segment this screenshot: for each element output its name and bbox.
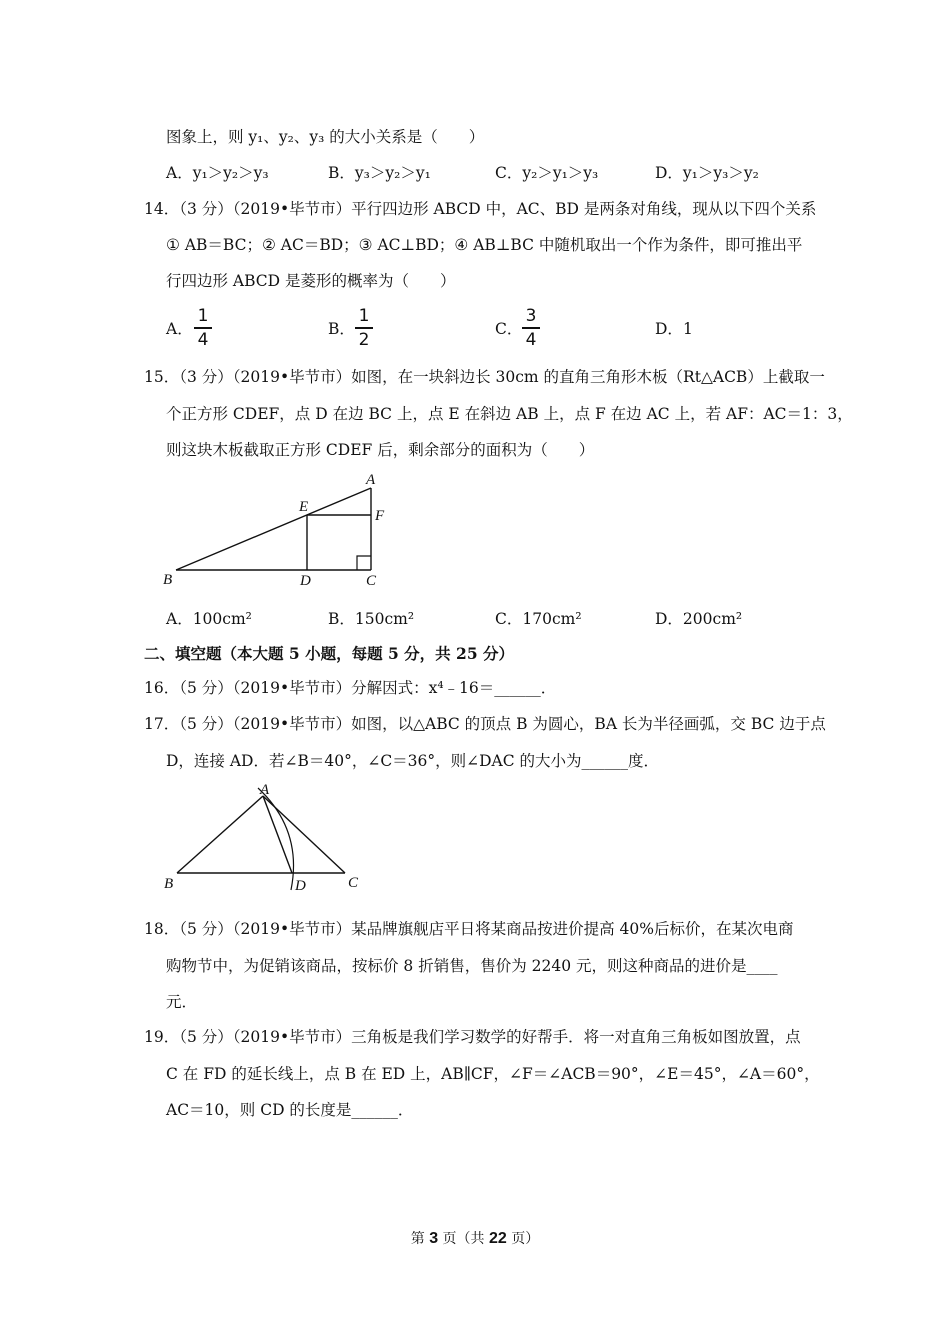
q13-option-c: C．y₂＞y₁＞y₃ (495, 164, 599, 182)
footer-prefix: 第 (410, 1231, 425, 1247)
q17-label-D: D (295, 878, 306, 894)
q14-option-a-label: A． (166, 320, 193, 338)
q15-label-B: B (163, 572, 173, 588)
q15-label-F: F (375, 508, 385, 524)
q17-line-1: 17．（5 分）（2019•毕节市）如图，以△ABC 的顶点 B 为圆心，BA 长为半径画弧，交 BC 边于点 (144, 715, 826, 733)
fraction-denominator: 4 (197, 329, 209, 350)
q16-line: 16．（5 分）（2019•毕节市）分解因式：x⁴﹣16＝______． (144, 679, 557, 697)
q15-option-a: A．100cm² (166, 610, 252, 628)
q14-line-3: 行四边形 ABCD 是菱形的概率为（ ） (166, 272, 456, 290)
q14-line-2: ① AB＝BC；② AC＝BD；③ AC⊥BD；④ AB⊥BC 中随机取出一个作为条件，即可推出平 (166, 236, 803, 254)
q14-option-b-label: B． (328, 320, 355, 338)
q18-line-2: 购物节中，为促销该商品，按标价 8 折销售，售价为 2240 元，则这种商品的进价是____ (166, 957, 778, 975)
q17-line-BA (177, 796, 263, 873)
q15-line-2: 个正方形 CDEF，点 D 在边 BC 上，点 E 在斜边 AB 上，点 F 在边 AC 上，若 AF：AC＝1：3， (166, 405, 853, 423)
fraction-numerator: 3 (525, 306, 537, 326)
q13-option-a: A．y₁＞y₂＞y₃ (166, 164, 269, 182)
q15-option-d: D．200cm² (655, 610, 743, 628)
q13-option-d: D．y₁＞y₃＞y₂ (655, 164, 759, 182)
q15-line-3: 则这块木板截取正方形 CDEF 后，剩余部分的面积为（ ） (166, 441, 595, 459)
q19-line-1: 19．（5 分）（2019•毕节市）三角板是我们学习数学的好帮手．将一对直角三角板如图放置，点 (144, 1028, 801, 1046)
q13-option-b: B．y₃＞y₂＞y₁ (328, 164, 431, 182)
q14-option-d-value: 1 (683, 320, 693, 338)
q19-line-2: C 在 FD 的延长线上，点 B 在 ED 上，AB∥CF，∠F＝∠ACB＝90°，∠E＝45°，∠A＝60°， (166, 1065, 820, 1083)
q15-line-1: 15．（3 分）（2019•毕节市）如图，在一块斜边长 30cm 的直角三角形木板（Rt△ACB）上截取一 (144, 368, 825, 386)
q14-line-1: 14．（3 分）（2019•毕节市）平行四边形 ABCD 中，AC、BD 是两条对角线，现从以下四个关系 (144, 200, 817, 218)
q15-label-C: C (366, 573, 377, 589)
q15-label-A: A (366, 472, 376, 488)
q14-option-d-label: D． (655, 320, 683, 338)
q15-option-b: B．150cm² (328, 610, 415, 628)
fraction-denominator: 2 (358, 329, 370, 350)
footer-suffix: 页） (511, 1231, 540, 1247)
section-2-heading: 二、填空题（本大题 5 小题，每题 5 分，共 25 分） (144, 644, 515, 663)
q17-line-2: D，连接 AD．若∠B＝40°，∠C＝36°，则∠DAC 的大小为______度． (166, 752, 660, 770)
q15-label-E: E (299, 499, 309, 515)
q14-option-c-label: C． (495, 320, 523, 338)
page-footer (0, 1228, 950, 1248)
fraction-denominator: 4 (525, 329, 537, 350)
q17-label-B: B (164, 876, 174, 892)
footer-total-pages: 22 (489, 1230, 507, 1247)
q17-line-AD (263, 796, 292, 873)
q17-arc (258, 788, 294, 890)
q17-label-A: A (260, 782, 270, 798)
q13-continuation: 图象上，则 y₁、y₂、y₃ 的大小关系是（ ） (166, 128, 485, 146)
fraction-numerator: 1 (197, 306, 209, 326)
footer-middle: 页（共 (442, 1231, 485, 1247)
q19-line-3: AC＝10，则 CD 的长度是______． (166, 1101, 414, 1119)
q18-line-1: 18．（5 分）（2019•毕节市）某品牌旗舰店平日将某商品按进价提高 40%后标价，在某次电商 (144, 920, 794, 938)
q18-line-3: 元． (166, 993, 198, 1011)
q17-label-C: C (348, 875, 359, 891)
footer-page-number: 3 (429, 1230, 439, 1247)
fraction-numerator: 1 (358, 306, 370, 326)
q15-option-c: C．170cm² (495, 610, 582, 628)
q15-label-D: D (300, 573, 311, 589)
